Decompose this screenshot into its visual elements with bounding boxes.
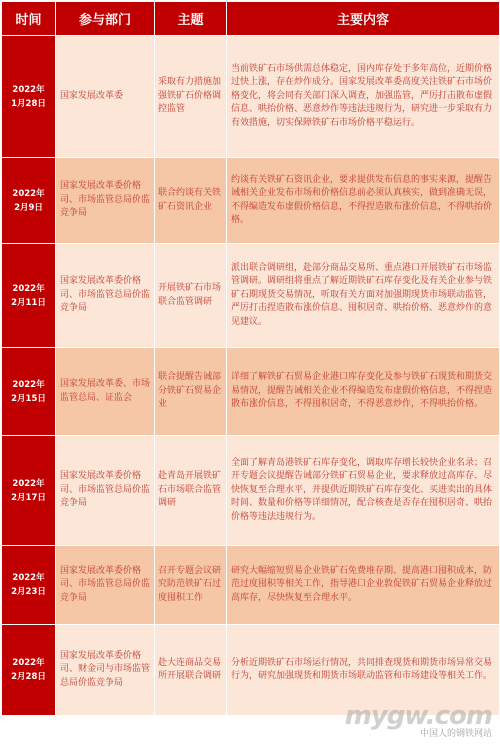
watermark-subtitle: 中国人的钢铁网站 bbox=[419, 729, 492, 739]
date-day: 1月28日 bbox=[11, 98, 46, 109]
row-departments: 国家发展改革委价格司、市场监管总局价监竞争局 bbox=[56, 546, 155, 625]
row-content: 研究大幅缩短贸易企业铁矿石免费堆存期、提高港口囤积成本，防范过度囤积等相关工作，指导港口企业敦促铁矿石贸易企业释放过高库存，尽快恢复至合理水平。 bbox=[227, 546, 500, 625]
date-day: 2月17日 bbox=[11, 492, 46, 503]
row-date bbox=[2, 436, 56, 546]
row-content: 当前铁矿石市场供需总体稳定，国内库存处于多年高位，近期价格过快上涨，存在炒作成分。国家发展改革委高度关注铁矿石市场价格变化，将会同有关部门深入调查，加强监管，严厉打击散布虚假信息、哄抬价格、恶意炒作等违法违规行为，研究进一步采取有力有效措施，切实保障铁矿石市场价格平稳运行。 bbox=[227, 36, 500, 158]
row-date bbox=[2, 625, 56, 716]
table-row bbox=[2, 158, 500, 244]
row-content: 约谈有关铁矿石资讯企业，要求提供发布信息的事实来源，提醒告诫相关企业发布市场和价格信息前必须认真核实，做到准确无误，不得编造发布虚假价格信息，不得捏造散布涨价信息，不得哄抬价格。 bbox=[227, 158, 500, 244]
table-row bbox=[2, 244, 500, 348]
row-departments: 国家发展改革委价格司、市场监管总局价监竞争局 bbox=[56, 436, 155, 546]
row-date bbox=[2, 244, 56, 348]
header-time: 时间 bbox=[2, 2, 56, 36]
date-year: 2022年 bbox=[12, 478, 45, 489]
row-departments: 国家发展改革委 bbox=[56, 36, 155, 158]
row-date bbox=[2, 546, 56, 625]
header-content: 主要内容 bbox=[227, 2, 500, 36]
table-row bbox=[2, 625, 500, 716]
page bbox=[0, 1, 500, 744]
date-day: 2月15日 bbox=[11, 393, 46, 404]
row-departments: 国家发展改革委价格司、市场监管总局价监竞争局 bbox=[56, 158, 155, 244]
row-departments: 国家发展改革委价格司、市场监管总局价监竞争局 bbox=[56, 244, 155, 348]
row-date bbox=[2, 36, 56, 158]
date-year: 2022年 bbox=[12, 658, 45, 668]
date-year: 2022年 bbox=[12, 573, 45, 583]
date-day: 2月9日 bbox=[14, 202, 43, 213]
row-topic: 开展铁矿石市场联合监管调研 bbox=[155, 244, 227, 348]
date-day: 2月28日 bbox=[11, 672, 46, 682]
date-day: 2月23日 bbox=[11, 587, 46, 597]
row-topic: 联合提醒告诫部分铁矿石贸易企业 bbox=[155, 348, 227, 436]
row-date bbox=[2, 348, 56, 436]
row-topic: 联合约谈有关铁矿石资讯企业 bbox=[155, 158, 227, 244]
row-topic: 采取有力措施加强铁矿石价格调控监管 bbox=[155, 36, 227, 158]
watermark-logo: mygw.com bbox=[344, 701, 492, 731]
table-header-row bbox=[2, 2, 500, 36]
row-departments: 国家发展改革委、市场监管总局、证监会 bbox=[56, 348, 155, 436]
date-day: 2月11日 bbox=[11, 297, 46, 308]
header-departments: 参与部门 bbox=[56, 2, 155, 36]
header-topic: 主题 bbox=[155, 2, 227, 36]
row-topic: 赴大连商品交易所开展联合调研 bbox=[155, 625, 227, 716]
row-content: 派出联合调研组，赴部分商品交易所、重点港口开展铁矿石市场监管调研。调研组将重点了解近期铁矿石库存变化及有关企业参与铁矿石期现货交易情况，听取有关方面对加强期现货市场联动监管，严厉打击捏造散布涨价信息、囤积居奇、哄抬价格、恶意炒作的意见建议。 bbox=[227, 244, 500, 348]
date-year: 2022年 bbox=[12, 379, 45, 390]
date-year: 2022年 bbox=[12, 188, 45, 199]
table-row bbox=[2, 36, 500, 158]
date-year: 2022年 bbox=[12, 84, 45, 95]
table-row bbox=[2, 546, 500, 625]
date-year: 2022年 bbox=[12, 283, 45, 294]
row-content: 全面了解青岛港铁矿石库存变化，调取库存增长较快企业名录；召开专题会议提醒告诫部分铁矿石贸易企业，要求释放过高库存、尽快恢复至合理水平，并提供近期铁矿石库存变化、买进卖出的具体时间、数量和价格等详细情况，配合核查是否存在囤积居奇、哄抬价格等违法违规行为。 bbox=[227, 436, 500, 546]
row-date bbox=[2, 158, 56, 244]
table-row bbox=[2, 348, 500, 436]
row-topic: 赴青岛开展铁矿石市场联合监管调研 bbox=[155, 436, 227, 546]
table-row bbox=[2, 436, 500, 546]
row-departments: 国家发展改革委价格司、财金司与市场监管总局价监竞争局 bbox=[56, 625, 155, 716]
row-content: 详细了解铁矿石贸易企业港口库存变化及参与铁矿石现货和期货交易情况，提醒告诫相关企业不得编造发布虚假价格信息，不得捏造散布涨价信息，不得囤积居奇，不得恶意炒作，不得哄抬价格。 bbox=[227, 348, 500, 436]
row-content: 分析近期铁矿石市场运行情况，共同排查现货和期货市场异常交易行为，研究加强现货和期货市场联动监管和市场建设等相关工作。 bbox=[227, 625, 500, 716]
policy-table bbox=[1, 1, 500, 716]
row-topic: 召开专题会议研究防范铁矿石过度囤积工作 bbox=[155, 546, 227, 625]
